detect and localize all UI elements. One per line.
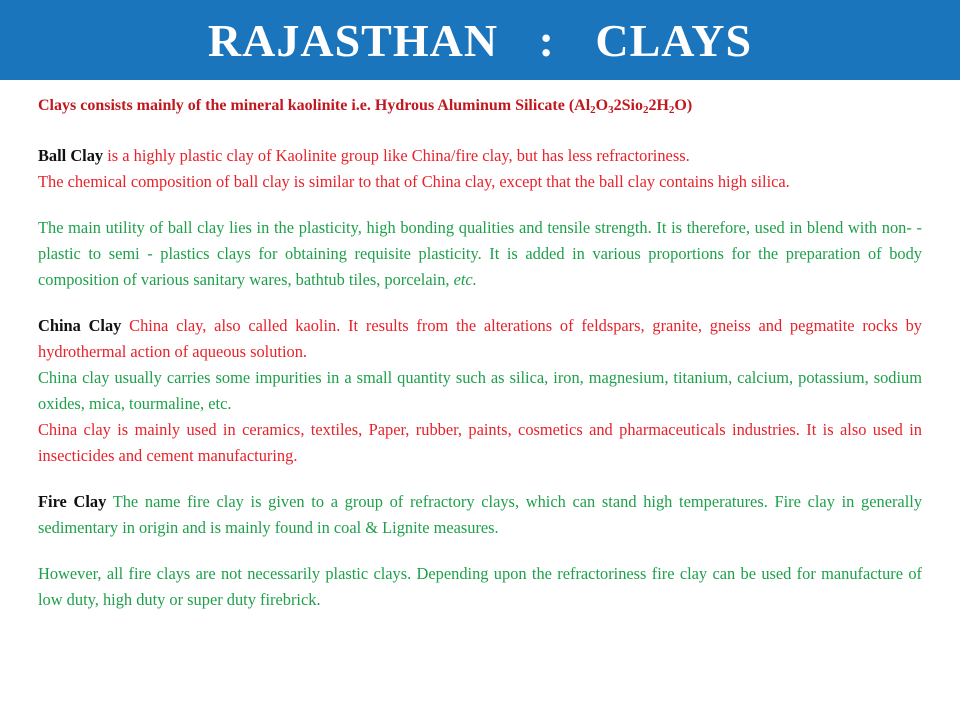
ball-clay-composition: The chemical composition of ball clay is similar to that of China clay, except that the ball clay contains high silica. xyxy=(38,172,790,191)
slide-body xyxy=(38,93,922,613)
ball-clay-definition: Ball Clay is a highly plastic clay of Kaolinite group like China/fire clay, but has less refractoriness. xyxy=(38,146,690,165)
fire-clay-uses: However, all fire clays are not necessarily plastic clays. Depending upon the refractoriness fire clay can be used for manufacture of low duty, high duty or super duty firebrick. xyxy=(38,564,922,609)
china-clay-impurities: China clay usually carries some impurities in a small quantity such as silica, iron, magnesium, titanium, calcium, potassium, sodium oxides, mica, tourmaline, etc. xyxy=(38,368,922,413)
china-clay-uses: China clay is mainly used in ceramics, textiles, Paper, rubber, paints, cosmetics and pharmaceuticals industries. It is also used in insecticides and cement manufacturing. xyxy=(38,420,922,465)
ball-clay-utility: The main utility of ball clay lies in the plasticity, high bonding qualities and tensile strength. It is therefore, used in blend with non- - plastic to semi - plastics clays for obtaining requisite plasticity. It is added in various proportions for the preparation of body composition of various sanitary wares, bathtub tiles, porcelain, etc. xyxy=(38,218,922,289)
title-left: RAJASTHAN xyxy=(207,14,499,66)
china-clay-definition: China Clay China clay, also called kaolin. It results from the alterations of feldspars, granite, gneiss and pegmatite rocks by hydrothermal action of aqueous solution. xyxy=(38,316,922,361)
ball-clay-heading: Ball Clay xyxy=(38,146,104,165)
title-bar xyxy=(0,0,960,80)
title-right: CLAYS xyxy=(595,14,753,66)
title-separator: : xyxy=(538,14,555,66)
fire-clay-heading: Fire Clay xyxy=(38,492,107,511)
fire-clay-definition: Fire Clay The name fire clay is given to a group of refractory clays, which can stand high temperatures. Fire clay in generally sedimentary in origin and is mainly found in coal & Lignite measures. xyxy=(38,492,923,537)
china-clay-heading: China Clay xyxy=(38,316,122,335)
slide-title xyxy=(208,14,752,67)
intro-line: Clays consists mainly of the mineral kaolinite i.e. Hydrous Aluminum Silicate $(Al_2O_32Sio_22H_2O)$ xyxy=(38,97,693,116)
